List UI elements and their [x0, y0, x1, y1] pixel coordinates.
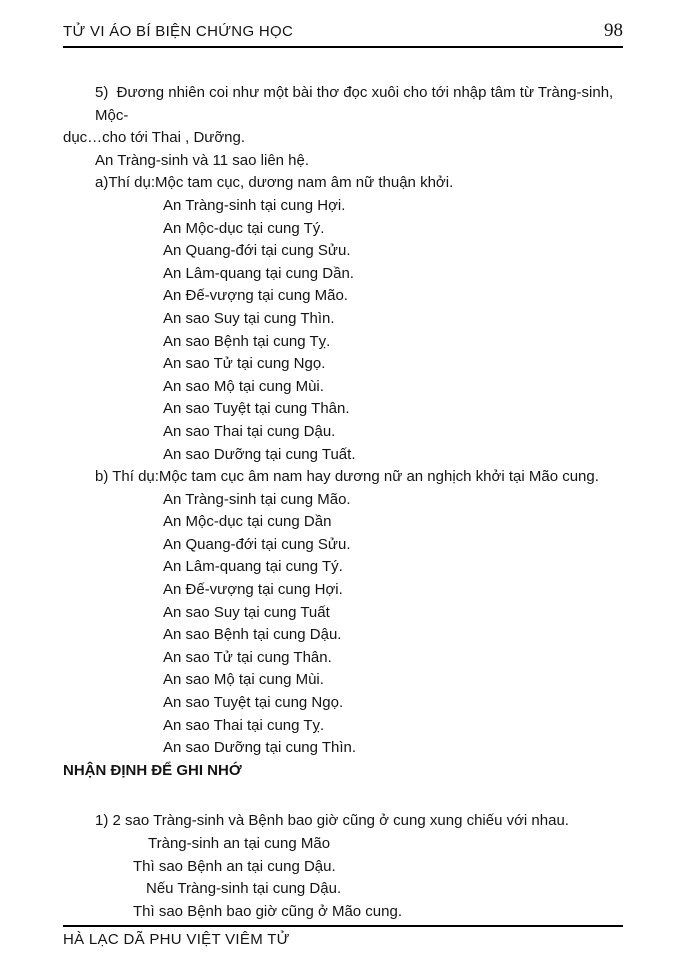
running-title: TỬ VI ÁO BÍ BIỆN CHỨNG HỌC — [63, 23, 294, 40]
note-1: 1) 2 sao Tràng-sinh và Bệnh bao giờ cũng ở cung xung chiếu với nhau. — [95, 812, 569, 830]
list-item: An sao Thai tại cung Dậu. — [163, 422, 336, 440]
page-header — [63, 20, 623, 48]
list-item: An sao Suy tại cung Tuất — [163, 603, 330, 621]
list-item: An sao Tử tại cung Ngọ. — [163, 355, 326, 373]
list-item: An sao Suy tại cung Thìn. — [163, 309, 335, 327]
list-item: An sao Tuyệt tại cung Thân. — [163, 400, 350, 418]
list-item: An sao Mộ tại cung Mùi. — [163, 377, 324, 395]
list-item: An Tràng-sinh tại cung Hợi. — [163, 196, 346, 214]
list-item: An Đế-vượng tại cung Hợi. — [163, 581, 343, 599]
list-item: An Mộc-dục tại cung Dần — [163, 513, 332, 531]
list-item: An sao Tử tại cung Thân. — [163, 648, 332, 666]
intro-line: An Tràng-sinh và 11 sao liên hệ. — [95, 151, 310, 169]
list-item: An Quang-đới tại cung Sửu. — [163, 242, 351, 260]
list-item: An sao Bệnh tại cung Tỵ. — [163, 332, 331, 350]
list-item: An sao Dưỡng tại cung Thìn. — [163, 739, 357, 757]
note-1-subline: Thì sao Bệnh bao giờ cũng ở Mão cung. — [133, 902, 403, 920]
list-item: An Lâm-quang tại cung Dần. — [163, 264, 354, 282]
list-item: An sao Mộ tại cung Mùi. — [163, 671, 324, 689]
paragraph-5-line-2: dục…cho tới Thai , Dưỡng. — [63, 129, 246, 147]
footer-author: HÀ LẠC DÃ PHU VIỆT VIÊM TỬ — [63, 931, 290, 948]
note-1-subline: Nếu Tràng-sinh tại cung Dậu. — [146, 880, 342, 898]
page-number: 98 — [604, 20, 623, 41]
note-1-subline: Thì sao Bệnh an tại cung Dậu. — [133, 857, 336, 875]
list-item: An Mộc-dục tại cung Tý. — [163, 219, 325, 237]
list-item: An Đế-vượng tại cung Mão. — [163, 287, 348, 305]
list-item: An sao Thai tại cung Tỵ. — [163, 716, 325, 734]
list-item: An sao Dưỡng tại cung Tuất. — [163, 445, 356, 463]
list-item: An Lâm-quang tại cung Tý. — [163, 558, 343, 576]
paragraph-5-line-1: 5) Đương nhiên coi như một bài thơ đọc xuôi cho tới nhập tâm từ Tràng-sinh, Mộc- — [95, 84, 618, 124]
example-b-heading: b) Thí dụ:Mộc tam cục âm nam hay dương nữ an nghịch khởi tại Mão cung. — [95, 468, 599, 486]
list-item: An Quang-đới tại cung Sửu. — [163, 535, 351, 553]
page-footer — [63, 925, 623, 948]
list-item: An Tràng-sinh tại cung Mão. — [163, 490, 351, 508]
note-1-subline: Tràng-sinh an tại cung Mão — [148, 835, 331, 852]
section-heading: NHẬN ĐỊNH ĐỂ GHI NHỚ — [63, 761, 242, 779]
page-body — [63, 82, 635, 923]
example-a-heading: a)Thí dụ:Mộc tam cục, dương nam âm nữ thuận khởi. — [95, 174, 454, 192]
list-item: An sao Tuyệt tại cung Ngọ. — [163, 694, 344, 712]
list-item: An sao Bệnh tại cung Dậu. — [163, 626, 342, 644]
